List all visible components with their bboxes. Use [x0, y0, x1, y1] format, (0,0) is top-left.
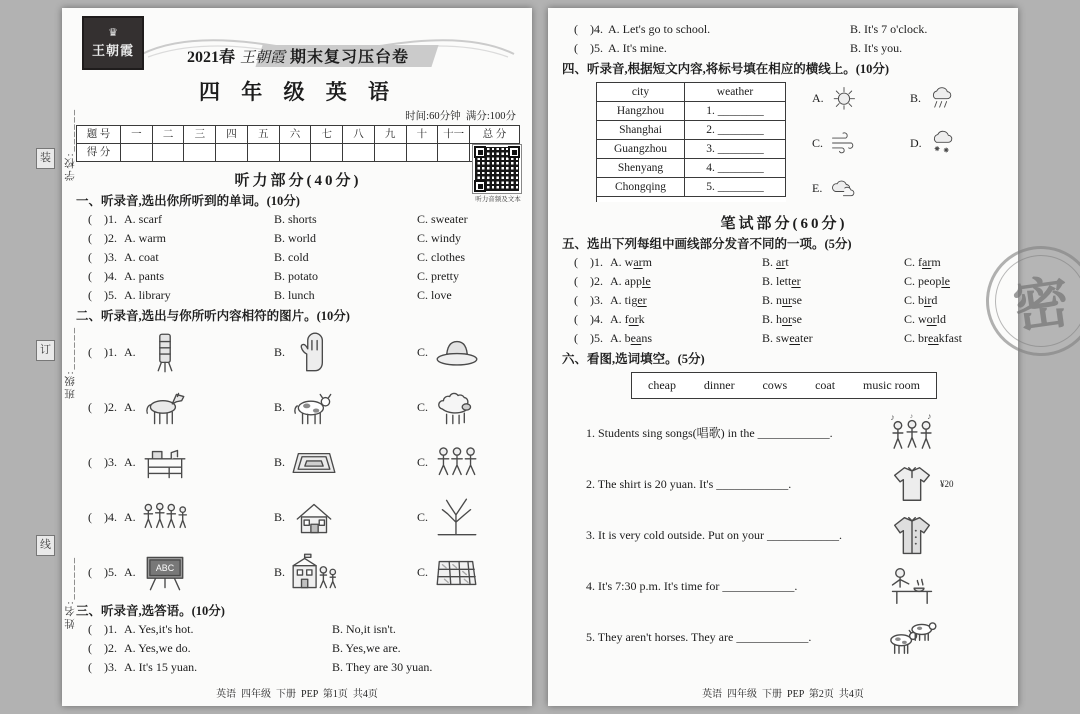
paper-title: 四 年 级 英 语	[199, 80, 397, 104]
city-cell: Shanghai	[597, 121, 685, 140]
picture-question-row	[88, 325, 520, 380]
question-row	[88, 210, 520, 229]
option-c: C.	[417, 442, 520, 484]
price-tag: ¥20	[940, 478, 954, 489]
score-table-header-cell: 九	[375, 126, 407, 144]
table-row	[597, 140, 786, 159]
page-footer: 英语 四年级 下册 PEP 第2页 共4页	[702, 689, 864, 700]
binding-mark-ding: 订	[36, 340, 55, 361]
score-table-cell	[407, 144, 439, 162]
answer-blank: ( )4.	[574, 312, 603, 326]
table-row	[597, 159, 786, 178]
option-b: B. shorts	[274, 212, 317, 226]
answer-blank: ( )2.	[88, 400, 117, 414]
score-table-header-cell: 十	[407, 126, 439, 144]
page-footer: 英语 四年级 下册 PEP 第1页 共4页	[216, 689, 378, 700]
weather-option: D.	[910, 129, 1008, 157]
question-row	[88, 248, 520, 267]
page-1	[62, 8, 532, 706]
question-row	[574, 253, 1006, 272]
option-a: A. library	[124, 288, 171, 302]
score-table	[76, 125, 520, 162]
word-bank-item: coat	[815, 378, 836, 392]
snow-image	[926, 129, 958, 157]
score-table-header-cell: 六	[280, 126, 312, 144]
singing-image	[886, 411, 938, 455]
hat-image	[432, 332, 482, 374]
option-b: B. They are 30 yuan.	[332, 660, 433, 674]
option-a: A. tiger	[610, 293, 647, 307]
page-2	[548, 8, 1018, 706]
sentence-with-blank: 4. It's 7:30 p.m. It's time for ____________.	[586, 578, 798, 593]
weather-option: E.	[812, 174, 910, 202]
picture-question-row	[88, 380, 520, 435]
option-b: B. It's you.	[850, 41, 903, 55]
option-b: B.	[274, 442, 417, 484]
question-row	[574, 291, 1006, 310]
banner-title-text: 期末复习压台卷	[290, 49, 410, 66]
city-header-cell: city	[597, 83, 685, 102]
score-table-cell	[438, 144, 470, 162]
section-6	[562, 351, 1006, 662]
option-b: B. horse	[762, 312, 803, 326]
city-cell: Shenyang	[597, 159, 685, 178]
option-b: B. sweater	[762, 331, 813, 345]
table-header-row	[597, 83, 786, 102]
option-c: C.	[417, 332, 520, 374]
option-a: A. beans	[610, 331, 652, 345]
answer-blank: ( )5.	[88, 288, 117, 302]
answer-blank: ( )1.	[88, 345, 117, 359]
section-4	[562, 61, 1006, 202]
option-a: A. ABC	[124, 552, 274, 594]
school-image	[289, 552, 339, 594]
option-a: A. pants	[124, 269, 164, 283]
option-c: C. breakfast	[904, 331, 962, 345]
score-table-header-cell: 八	[343, 126, 375, 144]
option-c: C. bird	[904, 293, 938, 307]
score-table-cell	[311, 144, 343, 162]
word-bank-item: music room	[863, 378, 920, 392]
question-row	[574, 272, 1006, 291]
coat-image	[886, 513, 938, 557]
option-a: A.	[124, 442, 274, 484]
option-c: C.	[417, 552, 520, 594]
weather-blank-cell: 1. ________	[685, 102, 786, 121]
option-a: A. It's mine.	[608, 41, 667, 55]
option-b: B.	[274, 497, 417, 539]
section-3-title: 三、听录音,选答语。(10分)	[76, 604, 225, 618]
table-row	[597, 178, 786, 197]
city-cell: Chongqing	[597, 178, 685, 197]
answer-blank: ( )1.	[574, 255, 603, 269]
children-image	[432, 442, 482, 484]
answer-blank: ( )3.	[574, 293, 603, 307]
answer-blank: ( )1.	[88, 622, 117, 636]
sentence-with-blank: 5. They aren't horses. They are ____________.	[586, 629, 812, 644]
binding-mark-zhuang: 装	[36, 148, 55, 169]
score-table-header-cell: 七	[311, 126, 343, 144]
option-c: C. windy	[417, 231, 462, 245]
score-table-header-cell: 三	[184, 126, 216, 144]
question-row	[88, 286, 520, 305]
option-b: B. Yes,we are.	[332, 641, 401, 655]
fill-in-sentence-row	[586, 611, 1006, 662]
answer-blank: ( )2.	[574, 274, 603, 288]
blackboard-image	[140, 552, 190, 594]
answer-blank: ( )2.	[88, 641, 117, 655]
option-b: B. letter	[762, 274, 801, 288]
option-c: C. sweater	[417, 212, 468, 226]
option-a: A.	[124, 387, 274, 429]
question-row	[574, 39, 1006, 58]
answer-blank: ( )4.	[88, 510, 117, 524]
option-a: A. coat	[124, 250, 159, 264]
question-row	[88, 229, 520, 248]
score-table-header-cell: 五	[248, 126, 280, 144]
answer-blank: ( )5.	[88, 565, 117, 579]
score-table-header-cell: 二	[153, 126, 185, 144]
weather-option: B.	[910, 84, 1008, 112]
option-c: C. clothes	[417, 250, 465, 264]
option-a: A. Yes,we do.	[124, 641, 191, 655]
picture-question-row	[88, 490, 520, 545]
weather-blank-cell: 3. ________	[685, 140, 786, 159]
answer-blank: ( )4.	[88, 269, 117, 283]
scarf-image	[140, 332, 190, 374]
answer-blank: ( )5.	[574, 41, 603, 55]
weather-header-cell: weather	[685, 83, 786, 102]
listening-part-title: 听力部分(40分)	[234, 173, 362, 189]
option-b: B. lunch	[274, 288, 315, 302]
word-bank-item: cheap	[648, 378, 676, 392]
section-2-title: 二、听录音,选出与你所听内容相符的图片。(10分)	[76, 309, 350, 323]
shirt-image	[886, 462, 938, 506]
option-a: A. warm	[124, 231, 166, 245]
section-6-title: 六、看图,选词填空。(5分)	[562, 352, 705, 366]
score-table-cell	[121, 144, 153, 162]
cow-image	[289, 387, 339, 429]
section-4-title: 四、听录音,根据短文内容,将标号填在相应的横线上。(10分)	[562, 62, 890, 76]
weather-option: C.	[812, 129, 910, 157]
tree-image	[432, 497, 482, 539]
school-blank-label: 学校:______	[65, 108, 76, 182]
option-a: A. fork	[610, 312, 645, 326]
picture-question-row	[88, 435, 520, 490]
option-b: B. art	[762, 255, 789, 269]
score-table-header-cell: 总 分	[470, 126, 520, 144]
section-5	[562, 236, 1006, 348]
weather-blank-cell: 2. ________	[685, 121, 786, 140]
banner-year: 2021春	[186, 49, 235, 66]
section-3	[76, 603, 520, 677]
wind-image	[827, 129, 859, 157]
class-blank-label: 班级:______	[65, 326, 76, 400]
option-b: B. cold	[274, 250, 309, 264]
question-row	[88, 620, 520, 639]
score-label-cell: 得 分	[77, 144, 121, 162]
crown-icon: ♛	[108, 27, 118, 40]
option-b: B.	[274, 387, 417, 429]
score-table-cell	[216, 144, 248, 162]
weather-blank-cell: 4. ________	[685, 159, 786, 178]
sun-image	[828, 84, 860, 112]
score-table-cell	[375, 144, 407, 162]
option-c: C. people	[904, 274, 951, 288]
answer-blank: ( )2.	[88, 231, 117, 245]
section-1	[76, 193, 520, 305]
svg-text:♪: ♪	[909, 412, 914, 420]
people-image	[140, 497, 190, 539]
picture-question-row	[88, 545, 520, 600]
cows-image	[886, 615, 938, 659]
answer-blank: ( )5.	[574, 331, 603, 345]
score-table-header-cell: 题 号	[77, 126, 121, 144]
name-blank-label: 姓名:______	[65, 556, 76, 630]
svg-text:ABC: ABC	[155, 562, 174, 573]
answer-blank: ( )1.	[88, 212, 117, 226]
section-1-title: 一、听录音,选出你所听到的单词。(10分)	[76, 194, 300, 208]
word-bank	[631, 372, 937, 399]
score-table-cell	[184, 144, 216, 162]
fill-in-sentence-row	[586, 509, 1006, 560]
weather-option: A.	[812, 84, 910, 112]
score-table-header-cell: 十一	[438, 126, 470, 144]
question-row	[574, 310, 1006, 329]
cloud-image	[826, 174, 858, 202]
option-a: A.	[124, 332, 274, 374]
table-row	[597, 121, 786, 140]
question-row	[88, 267, 520, 286]
sentence-with-blank: 1. Students sing songs(唱歌) in the ____________.	[586, 425, 833, 440]
option-a: A.	[124, 497, 274, 539]
option-b: B. It's 7 o'clock.	[850, 22, 928, 36]
score-table-cell	[248, 144, 280, 162]
rug-image	[289, 442, 339, 484]
paper-header	[76, 14, 520, 74]
option-c: C. world	[904, 312, 947, 326]
answer-blank: ( )3.	[88, 660, 117, 674]
word-bank-item: dinner	[703, 378, 735, 392]
option-b: B.	[274, 552, 417, 594]
score-table-header-cell: 四	[216, 126, 248, 144]
brand-name: 王朝霞	[91, 42, 134, 58]
answer-blank: ( )3.	[88, 250, 117, 264]
fill-in-sentence-row	[586, 560, 1006, 611]
sentence-with-blank: 2. The shirt is 20 yuan. It's ____________.	[586, 476, 792, 491]
option-a: A. warm	[610, 255, 653, 269]
city-weather-table	[596, 82, 786, 202]
gloves-image	[289, 332, 339, 374]
option-b: B. nurse	[762, 293, 803, 307]
option-c: C. love	[417, 288, 452, 302]
weather-blank-cell: 5. ________	[685, 178, 786, 197]
banner-brand: 王朝霞	[239, 48, 285, 66]
section-5-title: 五、选出下列每组中画线部分发音不同的一项。(5分)	[562, 237, 852, 251]
sentence-with-blank: 3. It is very cold outside. Put on your ____________.	[586, 527, 842, 542]
option-a: A. Yes,it's hot.	[124, 622, 194, 636]
score-table-cell	[153, 144, 185, 162]
option-a: A. scarf	[124, 212, 162, 226]
option-b: B. world	[274, 231, 316, 245]
question-row	[88, 639, 520, 658]
quilt-image	[432, 552, 482, 594]
written-part-title: 笔试部分(60分)	[720, 216, 848, 232]
option-c: C. pretty	[417, 269, 459, 283]
score-table-cell	[280, 144, 312, 162]
brand-logo	[82, 16, 144, 70]
answer-blank: ( )3.	[88, 455, 117, 469]
option-a: A. apple	[610, 274, 651, 288]
city-cell: Hangzhou	[597, 102, 685, 121]
stamp-character: 密	[1009, 271, 1074, 341]
score-table-cell	[343, 144, 375, 162]
qr-caption: 听力音频及文本	[475, 196, 521, 203]
option-b: B.	[274, 332, 417, 374]
qr-code	[472, 144, 522, 194]
binding-mark-xian: 线	[36, 535, 55, 556]
option-c: C. farm	[904, 255, 941, 269]
city-cell: Guangzhou	[597, 140, 685, 159]
option-a: A. Let's go to school.	[608, 22, 711, 36]
option-b: B. No,it isn't.	[332, 622, 396, 636]
score-table-header-cell: 一	[121, 126, 153, 144]
question-row	[574, 20, 1006, 39]
table-row	[597, 102, 786, 121]
fill-in-sentence-row	[586, 407, 1006, 458]
sheep-image	[432, 387, 482, 429]
option-c: C.	[417, 387, 520, 429]
house-image	[289, 497, 339, 539]
time-score-note: 时间:60分钟 满分:100分	[405, 111, 516, 122]
eating-image	[886, 564, 938, 608]
fill-in-sentence-row	[586, 458, 1006, 509]
question-row	[88, 658, 520, 677]
svg-text:♪: ♪	[927, 410, 932, 421]
rain-image	[925, 84, 957, 112]
horse-image	[140, 387, 190, 429]
answer-blank: ( )4.	[574, 22, 603, 36]
option-c: C.	[417, 497, 520, 539]
section-2	[76, 308, 520, 600]
option-b: B. potato	[274, 269, 318, 283]
svg-text:♪: ♪	[890, 411, 895, 422]
question-row	[574, 329, 1006, 348]
word-bank-item: cows	[762, 378, 788, 392]
desk-image	[140, 442, 190, 484]
option-a: A. It's 15 yuan.	[124, 660, 198, 674]
